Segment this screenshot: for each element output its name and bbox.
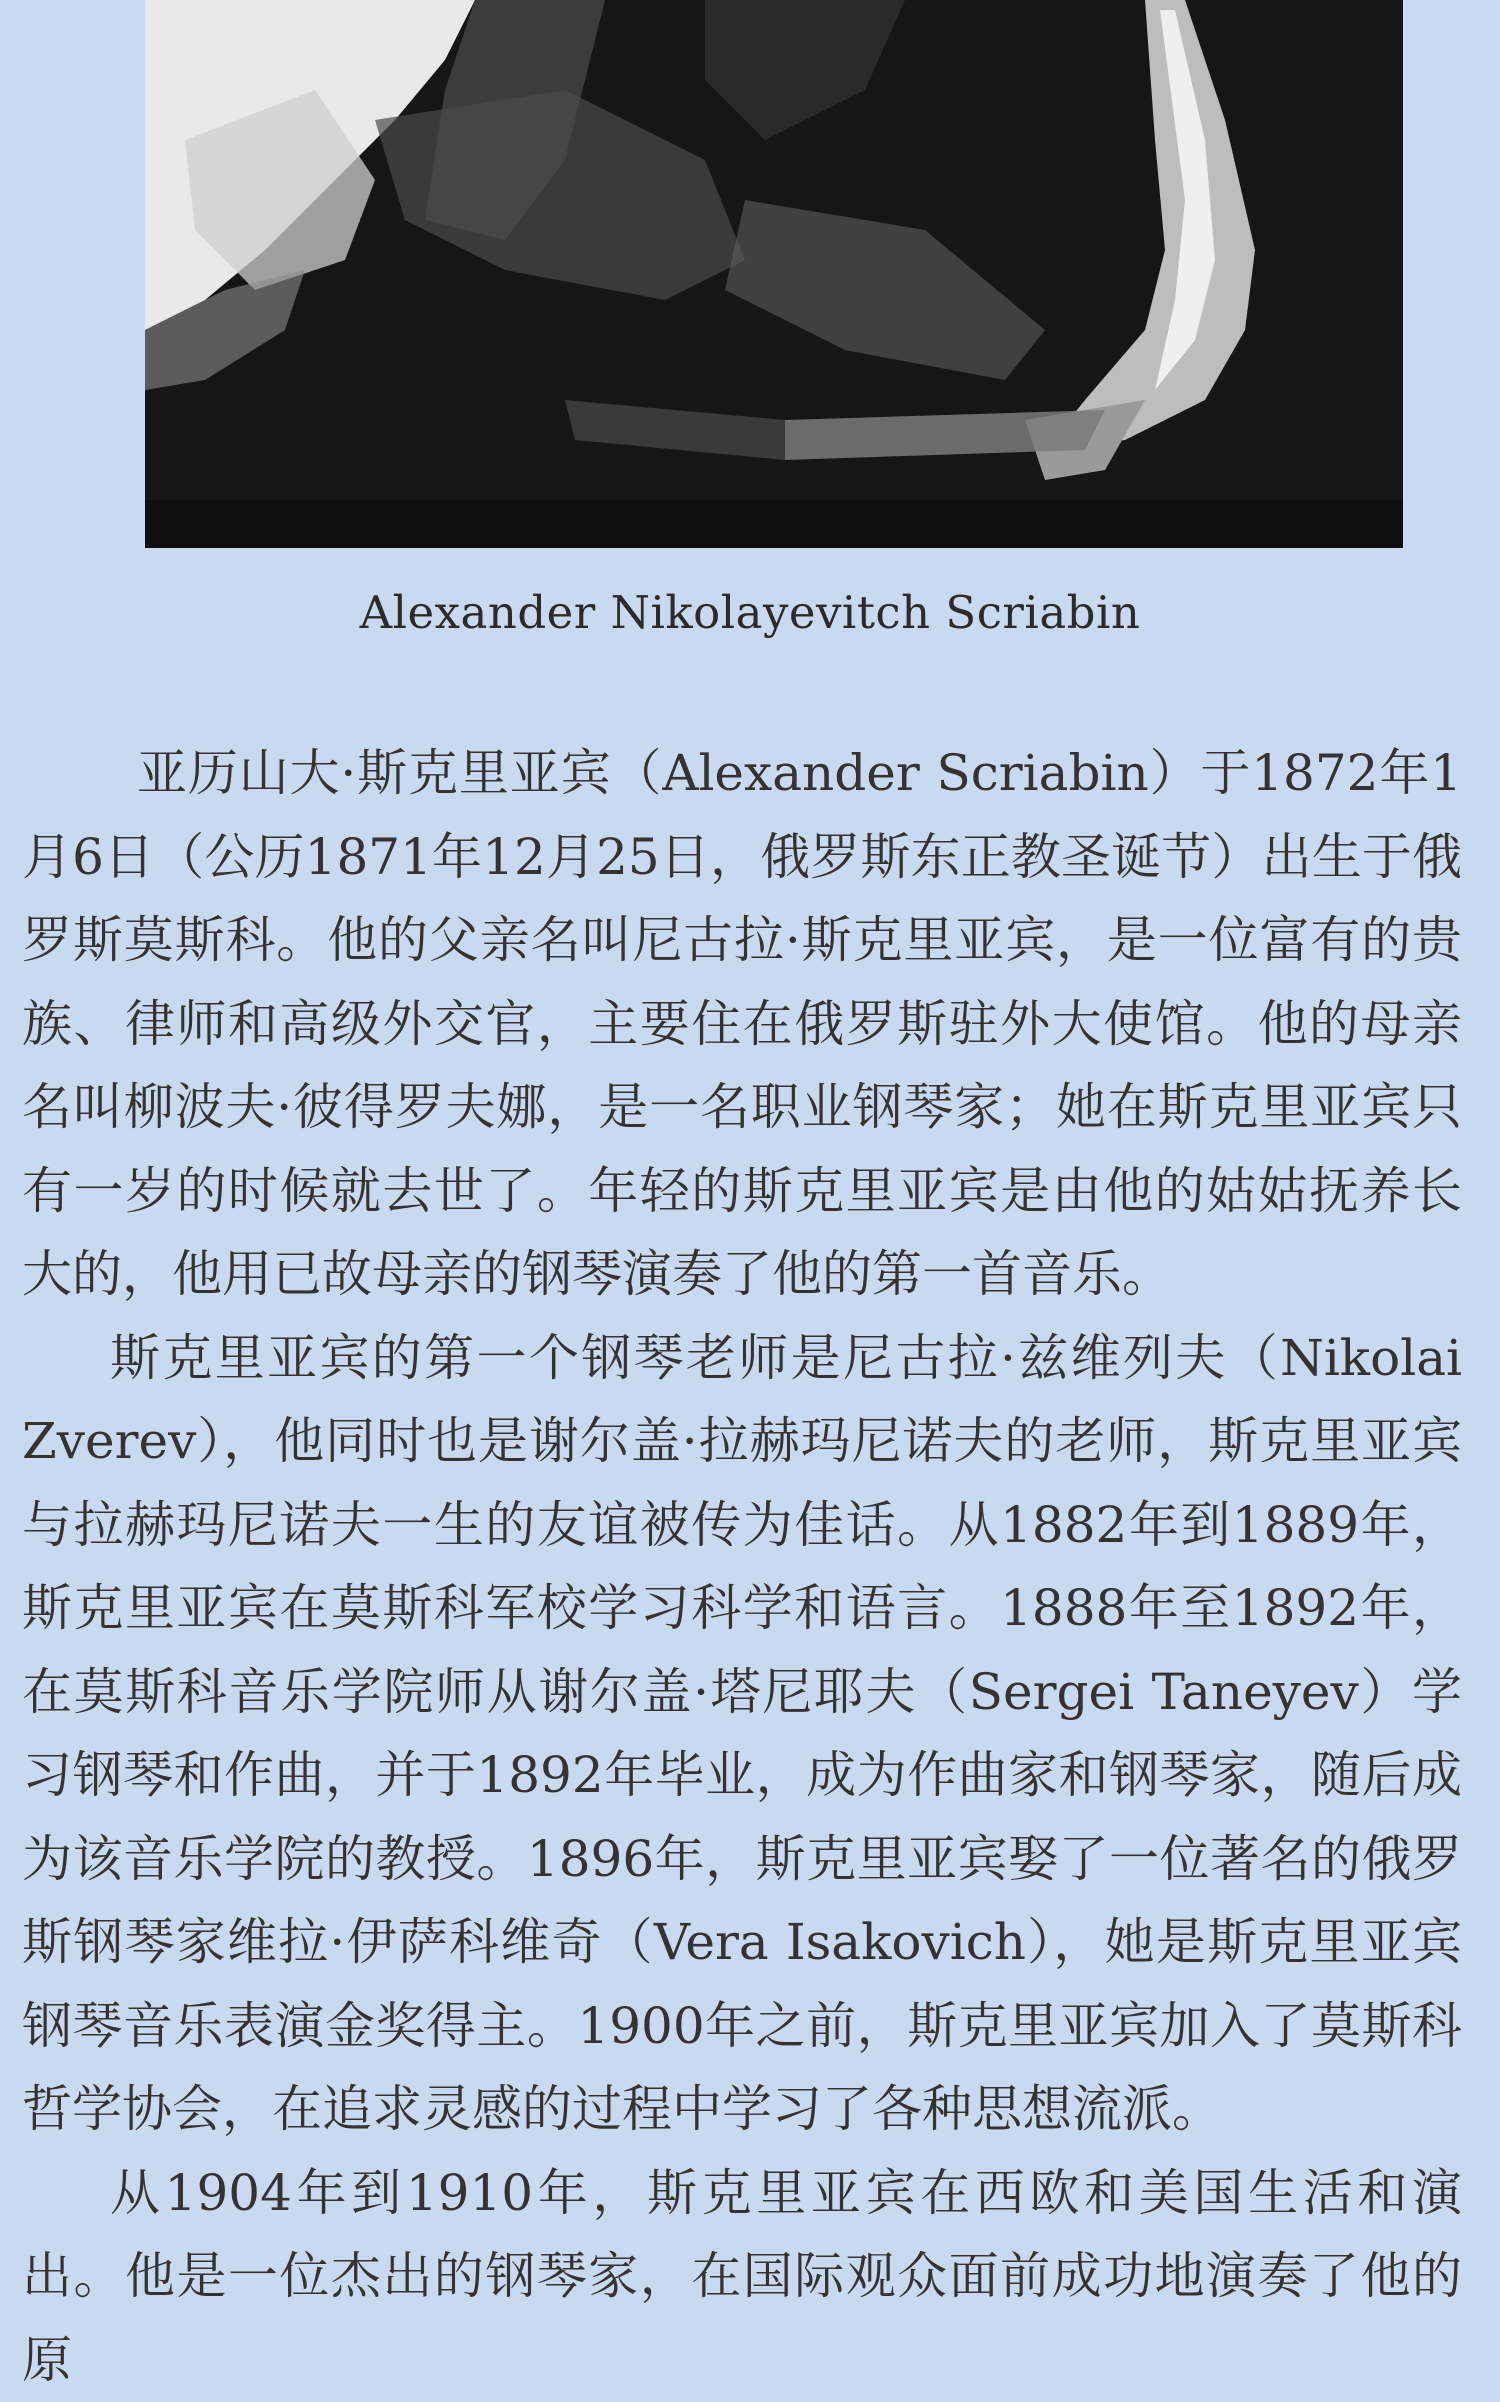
portrait-photo bbox=[145, 0, 1403, 548]
paragraph-1: 亚历山大·斯克里亚宾（Alexander Scriabin）于1872年1月6日（公历1871年12月25日，俄罗斯东正教圣诞节）出生于俄罗斯莫斯科。他的父亲名叫尼古拉·斯克里亚宾，是一位富有的贵族、律师和高级外交官，主要住在俄罗斯驻外大使馆。他的母亲名叫柳波夫·彼得罗夫娜，是一名职业钢琴家；她在斯克里亚宾只有一岁的时候就去世了。年轻的斯克里亚宾是由他的姑姑抚养长大的，他用已故母亲的钢琴演奏了他的第一首音乐。 bbox=[22, 732, 1462, 1317]
photo-caption: Alexander Nikolayevitch Scriabin bbox=[0, 586, 1500, 639]
paragraph-3: 从1904年到1910年，斯克里亚宾在西欧和美国生活和演出。他是一位杰出的钢琴家，在国际观众面前成功地演奏了他的原 bbox=[22, 2152, 1462, 2402]
portrait-photo-image bbox=[145, 0, 1403, 548]
article-body bbox=[22, 732, 1462, 2402]
paragraph-2: 斯克里亚宾的第一个钢琴老师是尼古拉·兹维列夫（Nikolai Zverev），他同时也是谢尔盖·拉赫玛尼诺夫的老师，斯克里亚宾与拉赫玛尼诺夫一生的友谊被传为佳话。从1882年到1889年，斯克里亚宾在莫斯科军校学习科学和语言。1888年至1892年，在莫斯科音乐学院师从谢尔盖·塔尼耶夫（Sergei Taneyev）学习钢琴和作曲，并于1892年毕业，成为作曲家和钢琴家，随后成为该音乐学院的教授。1896年，斯克里亚宾娶了一位著名的俄罗斯钢琴家维拉·伊萨科维奇（Vera Isakovich），她是斯克里亚宾钢琴音乐表演金奖得主。1900年之前，斯克里亚宾加入了莫斯科哲学协会，在追求灵感的过程中学习了各种思想流派。 bbox=[22, 1317, 1462, 2152]
